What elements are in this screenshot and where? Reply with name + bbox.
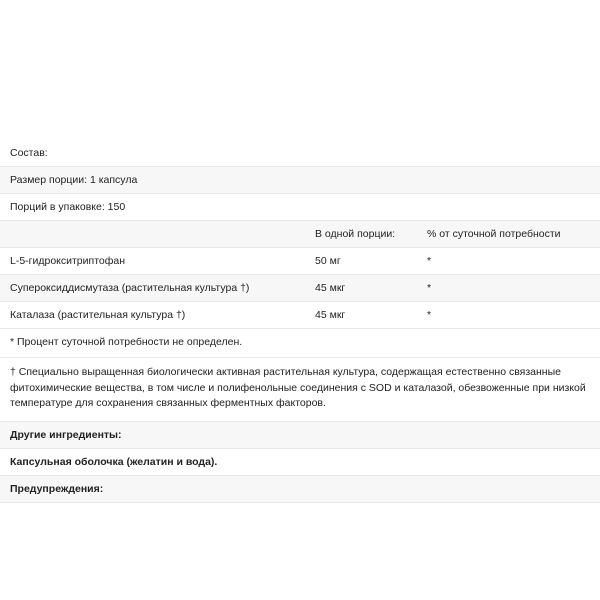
other-ingredients-label: Другие ингредиенты: — [10, 428, 122, 441]
servings-per-container-text: Порций в упаковке: 150 — [10, 201, 126, 213]
composition-label-row — [0, 140, 600, 167]
table-header-amount: В одной порции: — [315, 228, 396, 240]
nutrient-amount: 50 мг — [315, 255, 341, 267]
serving-size-row — [0, 167, 600, 194]
nutrient-amount: 45 мкг — [315, 282, 346, 294]
table-header-row — [0, 221, 600, 248]
footnote-dagger: † Специально выращенная биологически активная растительная культура, содержащая естественно связанные фитохимические вещества, в том числе и полифенольные соединения с SOD и каталазой, обезвоженные при низкой температуре для сохранения связанных ферментных факторов. — [0, 358, 600, 422]
table-row — [0, 302, 600, 329]
nutrient-daily-value: * — [427, 309, 432, 321]
nutrient-amount: 45 мкг — [315, 309, 346, 321]
warnings-label-row — [0, 476, 600, 503]
table-row — [0, 248, 600, 275]
serving-size-text: Размер порции: 1 капсула — [10, 174, 138, 186]
nutrient-name: L-5-гидрокситриптофан — [10, 255, 126, 267]
nutrient-name: Каталаза (растительная культура †) — [10, 309, 186, 321]
other-ingredients-label-row — [0, 422, 600, 449]
nutrient-daily-value: * — [427, 255, 432, 267]
warnings-label: Предупреждения: — [10, 482, 104, 495]
other-ingredients-value-row — [0, 449, 600, 476]
nutrient-name: Супероксиддисмутаза (растительная культура †) — [10, 282, 250, 294]
composition-label: Состав: — [10, 147, 48, 159]
table-header-daily-value: % от суточной потребности — [427, 228, 561, 240]
servings-per-container-row — [0, 194, 600, 221]
footnote-asterisk: * Процент суточной потребности не определен. — [0, 329, 600, 358]
supplement-facts-sheet — [0, 140, 600, 503]
table-row — [0, 275, 600, 302]
other-ingredients-value: Капсульная оболочка (желатин и вода). — [10, 455, 218, 468]
nutrient-daily-value: * — [427, 282, 432, 294]
